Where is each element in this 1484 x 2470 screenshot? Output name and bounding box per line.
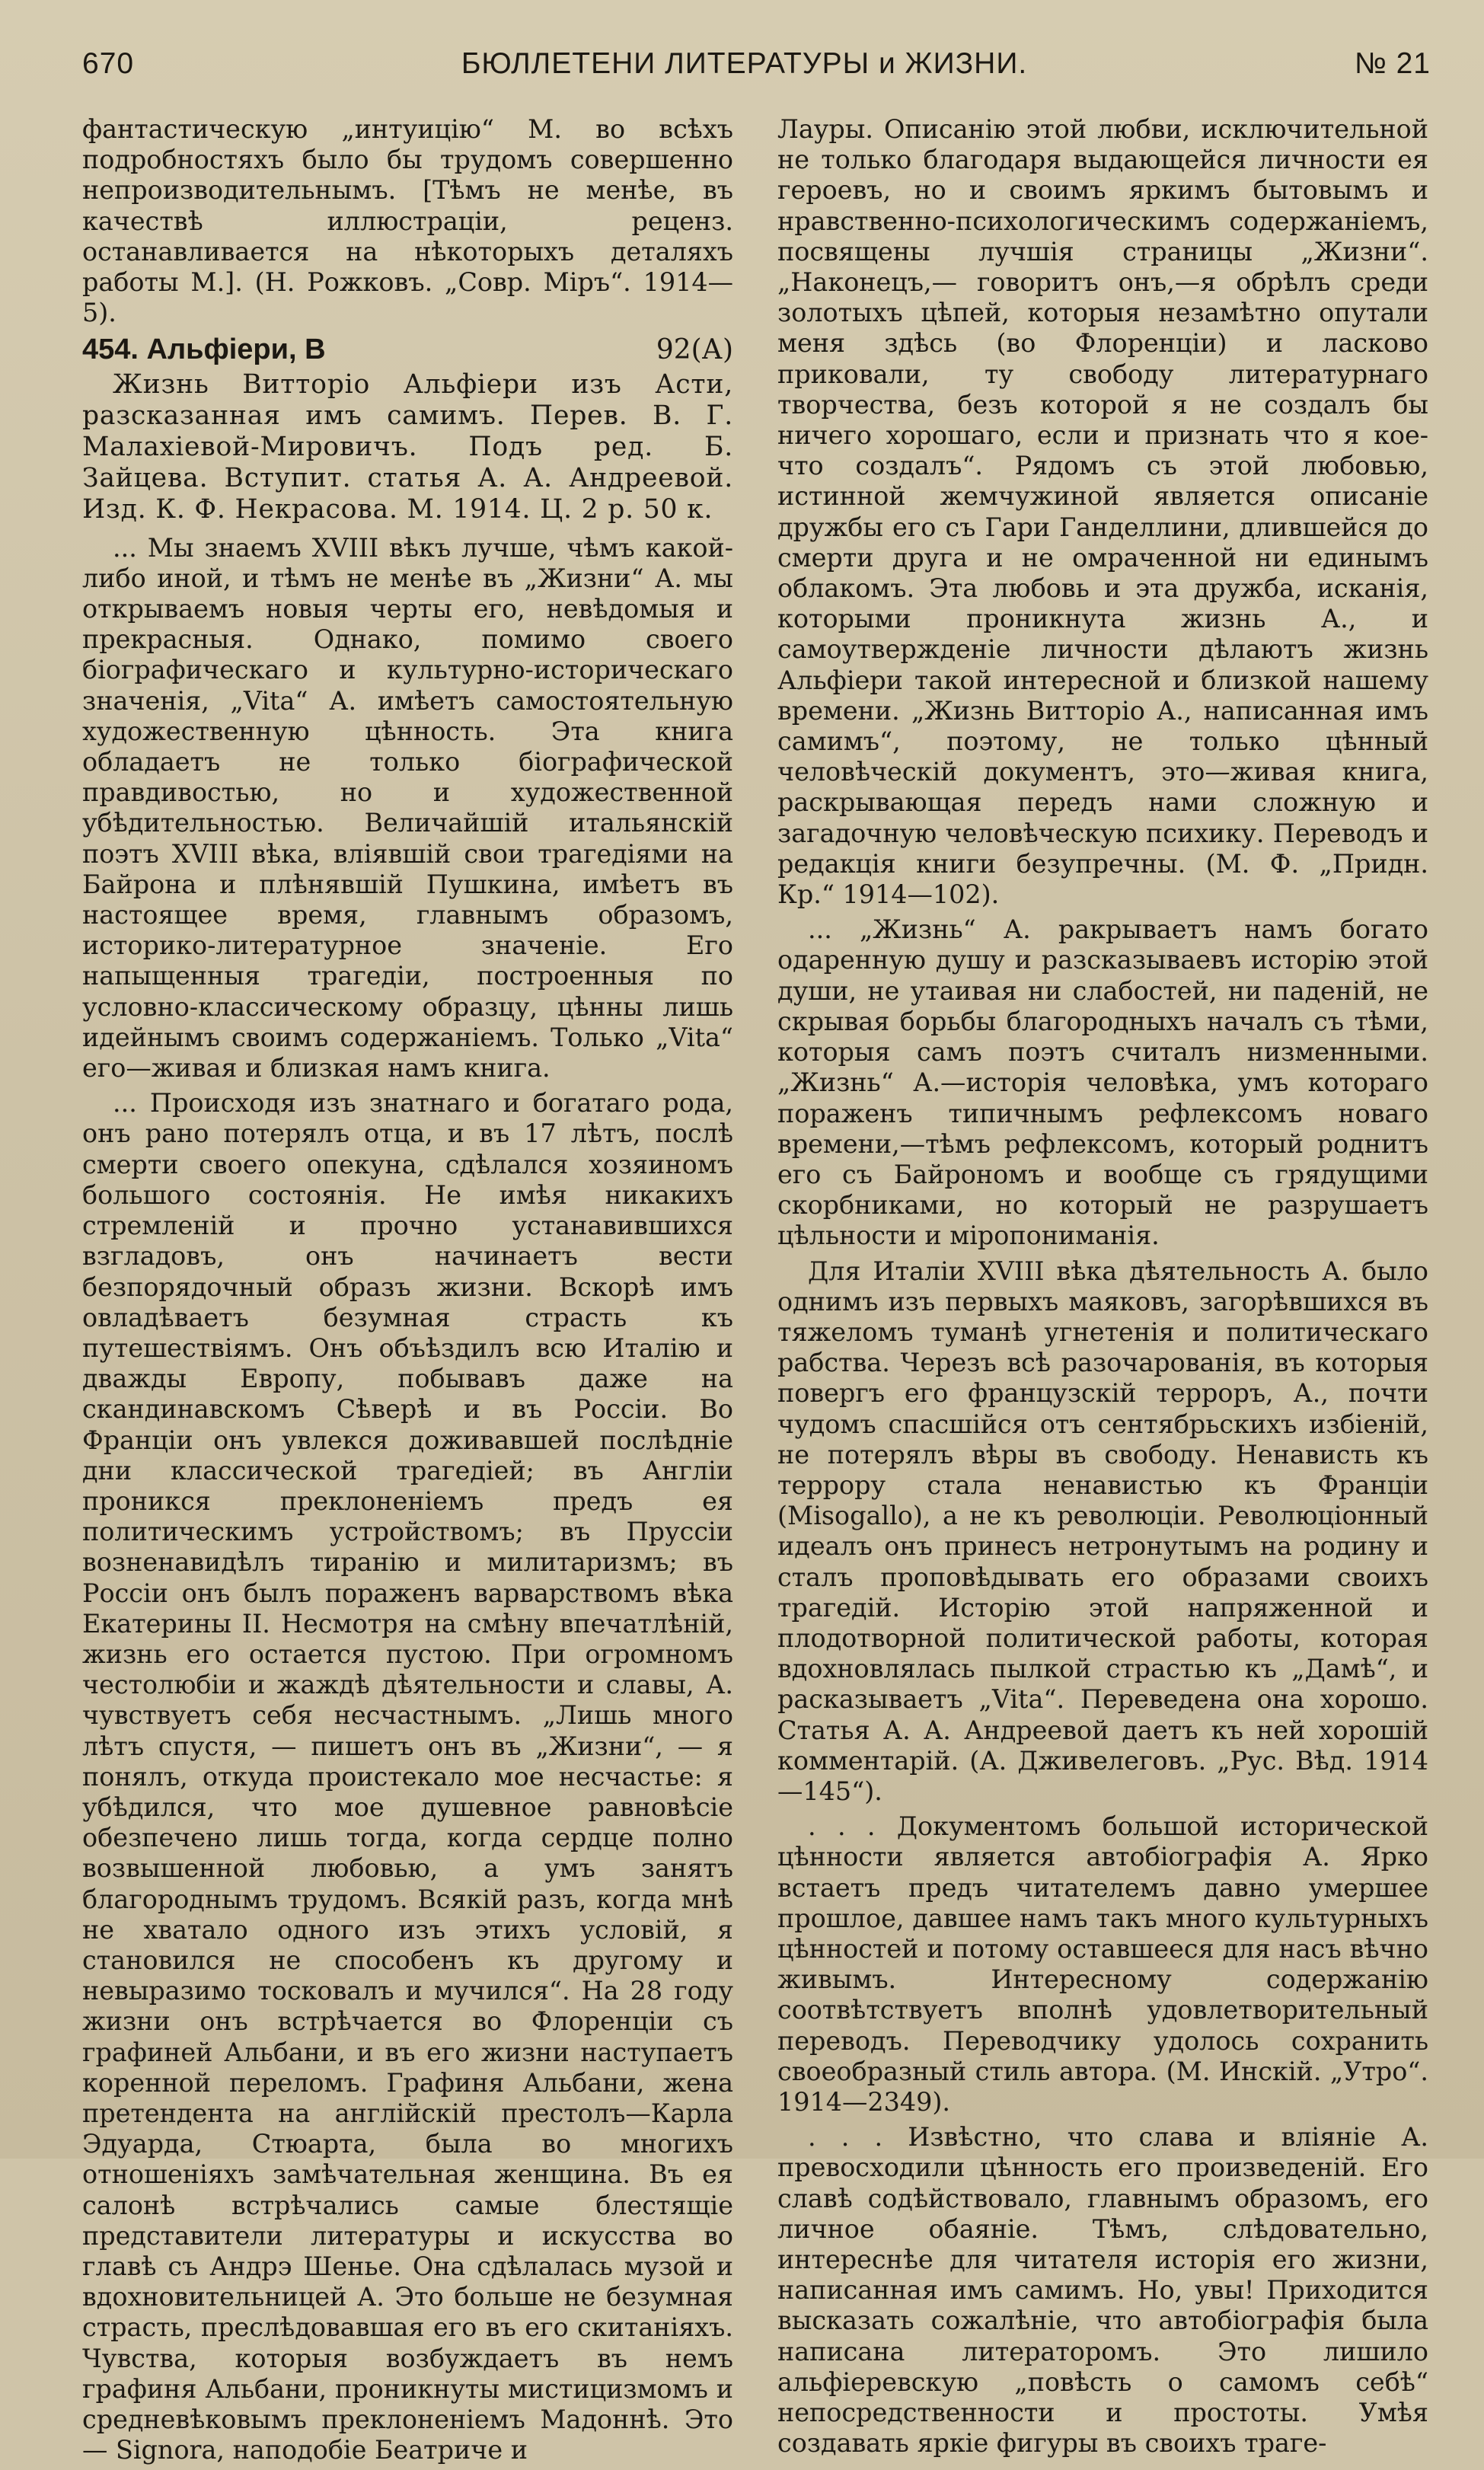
entry-code: 92(А) [656, 334, 733, 366]
running-head [82, 47, 1431, 81]
entry-number: 454. Альфіери, В [82, 333, 326, 366]
page-number: 670 [82, 47, 135, 80]
paragraph: . . . Документомъ большой исторической цѣнности является автобіографія А. Ярко встаетъ предъ читателемъ давно умершее прошлое, давшее намъ такъ много культурныхъ цѣнностей и потому оставшееся для насъ вѣчно живымъ. Интересному содержанію соотвѣтствуетъ вполнѣ удовлетворительный переводъ. Переводчику удолось сохранить своеобразный стиль автора. (М. Инскій. „Утро“. 1914—2349). [777, 1811, 1428, 2117]
entry-heading [82, 334, 733, 365]
left-column [82, 114, 733, 2470]
paragraph: ... „Жизнь“ А. ракрываетъ намъ богато одаренную душу и разсказываевъ исторію этой души, не утаивая ни слабостей, ни паденій, не скрывая борьбы благородныхъ началъ съ тѣми, которыя самъ поэтъ считалъ низменными. „Жизнь“ А.—исторія человѣка, умъ котораго пораженъ типичнымъ рефлексомъ новаго времени,—тѣмъ рефлексомъ, который роднитъ его съ Байрономъ и вообще съ грядущими скорбниками, но который не разрушаетъ цѣльности и міропониманія. [777, 914, 1428, 1251]
text-columns [82, 114, 1431, 2470]
journal-title: БЮЛЛЕТЕНИ ЛИТЕРАТУРЫ и ЖИЗНИ. [461, 47, 1028, 80]
paragraph: Лауры. Описанію этой любви, исключительной не только благодаря выдающейся личности ея героевъ, но и своимъ яркимъ бытовымъ и нравственно-психологическимъ содержаніемъ, посвящены лучшія страницы „Жизни“. „Наконецъ,— говоритъ онъ,—я обрѣлъ среди золотыхъ цѣпей, которыя незамѣтно опутали меня здѣсь (во Флоренціи) и ласково приковали, ту свободу литературнаго творчества, безъ которой я не создалъ бы ничего хорошаго, если и признать что я кое-что создалъ“. Рядомъ съ этой любовью, истинной жемчужиной является описаніе дружбы его съ Гари Ганделлини, длившейся до смерти друга и не омраченной ни единымъ облакомъ. Эта любовь и эта дружба, исканія, которыми проникнута жизнь А., и самоутвержденіе личности дѣлаютъ жизнь Альфіери такой интересной и близкой нашему времени. „Жизнь Витторіо А., написанная имъ самимъ“, поэтому, не только цѣнный человѣческій документъ, это—живая книга, раскрывающая передъ нами сложную и загадочную человѣческую психику. Переводъ и редакція книги безупречны. (М. Ф. „Придн. Кр.“ 1914—102). [777, 114, 1428, 910]
issue-number: № 21 [1354, 47, 1431, 80]
paragraph: фантастическую „интуицію“ М. во всѣхъ подробностяхъ было бы трудомъ совершенно непроизводительнымъ. [Тѣмъ не менѣе, въ качествѣ иллюстраціи, реценз. останавливается на нѣкоторыхъ деталяхъ работы М.]. (Н. Рожковъ. „Совр. Міръ“. 1914—5). [82, 114, 733, 328]
paragraph: ... Мы знаемъ XVIII вѣкъ лучше, чѣмъ какой-либо иной, и тѣмъ не менѣе въ „Жизни“ А. мы открываемъ новыя черты его, невѣдомыя и прекрасныя. Однако, помимо своего біографическаго и культурно-историческаго значенія, „Vita“ А. имѣетъ самостоятельную художественную цѣнность. Эта книга обладаетъ не только біографической правдивостью, но и художественной убѣдительностью. Величайшій итальянскій поэтъ XVIII вѣка, вліявшій свои трагедіями на Байрона и плѣнявшій Пушкина, имѣетъ въ настоящее время, главнымъ образомъ, историко-литературное значеніе. Его напыщенныя трагедіи, построенныя по условно-классическому образцу, цѣнны лишь идейнымъ своимъ содержаніемъ. Только „Vita“ его—живая и близкая намъ книга. [82, 532, 733, 1083]
bibliographic-record: Жизнь Витторіо Альфіери изъ Асти, разсказанная имъ самимъ. Перев. В. Г. Малахіевой-Мировичъ. Подъ ред. Б. Зайцева. Вступит. статья А. А. Андреевой. Изд. К. Ф. Некрасова. М. 1914. Ц. 2 р. 50 к. [82, 369, 733, 525]
paragraph: ... Происходя изъ знатнаго и богатаго рода, онъ рано потерялъ отца, и въ 17 лѣтъ, послѣ смерти своего опекуна, сдѣлался хозяиномъ большого состоянія. Не имѣя никакихъ стремленій и прочно устанавившихся взгладовъ, онъ начинаетъ вести безпорядочный образъ жизни. Вскорѣ имъ овладѣваетъ безумная страсть къ путешествіямъ. Онъ объѣздилъ всю Италію и дважды Европу, побывавъ даже на скандинавскомъ Сѣверѣ и въ Россіи. Во Франціи онъ увлекся доживавшей послѣдніе дни классической трагедіей; въ Англіи проникся преклоненіемъ предъ ея политическимъ устройствомъ; въ Пруссіи возненавидѣлъ тиранію и милитаризмъ; въ Россіи онъ былъ пораженъ варварствомъ вѣка Екатерины II. Несмотря на смѣну впечатлѣній, жизнь его остается пустою. При огромномъ честолюбіи и жаждѣ дѣятельности и славы, А. чувствуетъ себя несчастнымъ. „Лишь много лѣтъ спустя, — пишетъ онъ въ „Жизни“, — я понялъ, откуда проистекало мое несчастье: я убѣдился, что мое душевное равновѣсіе обезпечено лишь тогда, когда сердце полно возвышенной любовью, а умъ занятъ благороднымъ трудомъ. Всякій разъ, когда мнѣ не хватало одного изъ этихъ условій, я становился не способенъ къ другому и невыразимо тосковалъ и мучился“. На 28 году жизни онъ встрѣчается во Флоренціи съ графиней Альбани, и въ его жизни наступаетъ коренной переломъ. Графиня Альбани, жена претендента на англійскій престолъ—Карла Эдуарда, Стюарта, была во многихъ отношеніяхъ замѣчательная женщина. Въ ея салонѣ встрѣчались самые блестящіе представители литературы и искусства во главѣ съ Андрэ Шенье. Она сдѣлалась музой и вдохновительницей А. Это больше не безумная страсть, преслѣдовавшая его въ его скитаніяхъ. Чувства, которыя возбуждаетъ въ немъ графиня Альбани, проникнуты мистицизмомъ и средневѣковымъ преклоненіемъ Мадоннѣ. Это — Signora, наподобіе Беатриче и [82, 1088, 733, 2465]
paragraph: . . . Извѣстно, что слава и вліяніе А. превосходили цѣнность его произведеній. Его славѣ содѣйствовало, главнымъ образомъ, его личное обаяніе. Тѣмъ, слѣдовательно, интереснѣе для читателя исторія его жизни, написанная имъ самимъ. Но, увы! Приходится высказать сожалѣніе, что автобіографія была написана литераторомъ. Это лишило альфіеревскую „повѣсть о самомъ себѣ“ непосредственности и простоты. Умѣя создавать яркіе фигуры въ своихъ траге- [777, 2122, 1428, 2459]
right-column [777, 114, 1428, 2470]
paragraph: Для Италіи XVIII вѣка дѣятельность А. было однимъ изъ первыхъ маяковъ, загорѣвшихся въ тяжеломъ туманѣ угнетенія и политическаго рабства. Черезъ всѣ разочарованія, въ которыя повергъ его французскій терроръ, А., почти чудомъ спасшійся отъ сентябрьскихъ избіеній, не потерялъ вѣры въ свободу. Ненависть къ террору стала ненавистью къ Франціи (Misogallo), а не къ революціи. Революціонный идеалъ онъ принесъ нетронутымъ на родину и сталъ проповѣдывать его образами своихъ трагедій. Исторію этой напряженной и плодотворной политической работы, которая вдохновлялась пылкой страстью къ „Дамѣ“, и расказываетъ „Vita“. Переведена она хорошо. Статья А. А. Андреевой даетъ къ ней хорошій комментарій. (А. Дживелеговъ. „Рус. Вѣд. 1914—145“). [777, 1256, 1428, 1806]
